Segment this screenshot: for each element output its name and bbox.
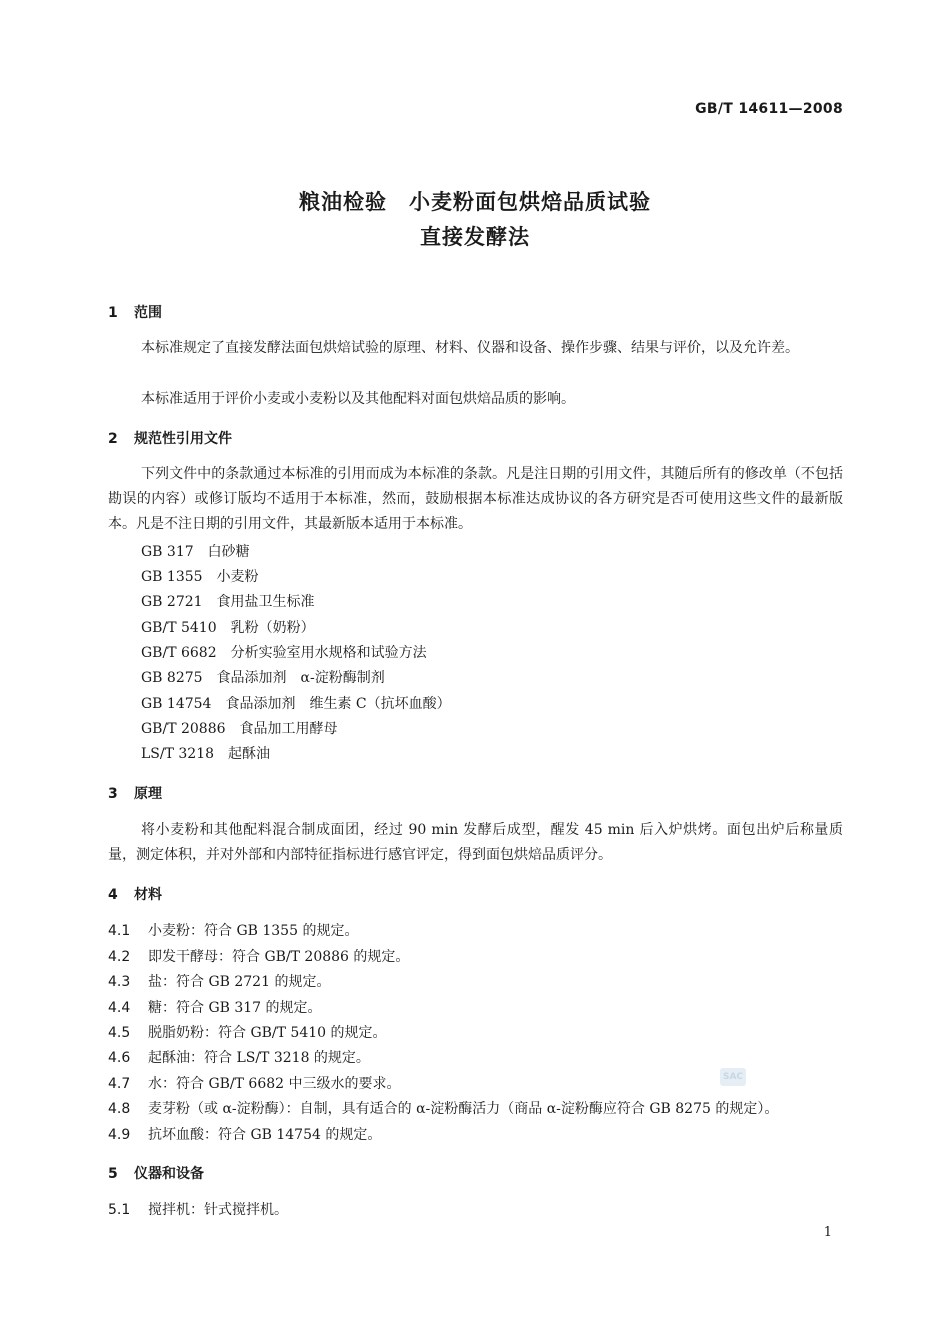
item-number: 4.5 [108,1025,131,1041]
section-title: 仪器和设备 [134,1166,204,1182]
item-number: 4.3 [108,974,131,990]
item-number: 4.2 [108,949,131,965]
reference-item [141,667,385,687]
paragraph: 下列文件中的条款通过本标准的引用而成为本标准的条款。凡是注日期的引用文件，其随后所有的修改单（不包括勘误的内容）或修订版均不适用于本标准，然而，鼓励根据本标准达成协议的各方研究是否可使用这些文件的最新版本。凡是不注日期的引用文件，其最新版本适用于本标准。 [108,466,843,532]
document-title-line2: 直接发酵法 [420,225,530,249]
reference-item [141,541,250,561]
reference-name: 乳粉（奶粉） [230,620,315,636]
standard-code: GB/T 14611—2008 [695,101,843,117]
reference-name: 起酥油 [228,746,271,762]
item-text: 脱脂奶粉：符合 GB/T 5410 的规定。 [148,1025,387,1041]
reference-item [141,642,427,662]
watermark-logo-icon: SAC [720,1068,746,1086]
material-item [108,997,322,1017]
section-number: 1 [108,305,118,321]
reference-item [141,617,315,637]
material-item [108,1098,778,1118]
reference-code: GB 8275 [141,670,203,686]
reference-name: 食品添加剂 α-淀粉酶制剂 [216,670,385,686]
item-number: 5.1 [108,1202,131,1218]
section-number: 5 [108,1166,118,1182]
reference-name: 白砂糖 [207,544,250,560]
section-title: 材料 [134,887,162,903]
item-text: 水：符合 GB/T 6682 中三级水的要求。 [148,1076,401,1092]
material-item [108,1047,370,1067]
reference-code: GB/T 20886 [141,721,226,737]
section-heading-instruments [108,1163,204,1183]
item-text: 搅拌机：针式搅拌机。 [148,1202,288,1218]
item-text: 麦芽粉（或 α-淀粉酶）：自制，具有适合的 α-淀粉酶活力（商品 α-淀粉酶应符合 GB 8275 的规定）。 [148,1101,779,1117]
item-text: 小麦粉：符合 GB 1355 的规定。 [148,923,359,939]
reference-name: 食用盐卫生标准 [216,594,315,610]
material-item [108,1124,381,1144]
material-item [108,1022,387,1042]
paragraph: 本标准适用于评价小麦或小麦粉以及其他配料对面包烘焙品质的影响。 [141,391,575,407]
item-number: 4.6 [108,1050,131,1066]
reference-item [141,718,338,738]
item-text: 即发干酵母：符合 GB/T 20886 的规定。 [148,949,410,965]
item-number: 4.4 [108,1000,131,1016]
reference-name: 小麦粉 [216,569,259,585]
item-number: 4.7 [108,1076,131,1092]
reference-name: 分析实验室用水规格和试验方法 [230,645,427,661]
section-heading-materials [108,884,162,904]
reference-item [141,591,315,611]
section-number: 4 [108,887,118,903]
section-number: 2 [108,431,118,447]
reference-item [141,743,270,763]
page-number: 1 [823,1225,832,1240]
section-heading-scope [108,302,162,322]
section-heading-normative-references [108,428,232,448]
reference-name: 食品添加剂 维生素 C（抗坏血酸） [225,696,451,712]
item-text: 起酥油：符合 LS/T 3218 的规定。 [148,1050,370,1066]
item-text: 盐：符合 GB 2721 的规定。 [148,974,331,990]
instrument-item [108,1199,288,1219]
item-number: 4.9 [108,1127,131,1143]
reference-code: GB 1355 [141,569,203,585]
material-item [108,1073,401,1093]
section-title: 原理 [134,786,162,802]
item-number: 4.8 [108,1101,131,1117]
reference-code: LS/T 3218 [141,746,215,762]
reference-item [141,693,451,713]
section-heading-principle [108,783,162,803]
paragraph: 本标准规定了直接发酵法面包烘焙试验的原理、材料、仪器和设备、操作步骤、结果与评价，以及允许差。 [141,340,799,356]
item-text: 糖：符合 GB 317 的规定。 [148,1000,322,1016]
section-title: 规范性引用文件 [134,431,232,447]
document-title-line1: 粮油检验 小麦粉面包烘焙品质试验 [299,190,651,214]
reference-name: 食品加工用酵母 [239,721,338,737]
reference-code: GB 14754 [141,696,212,712]
material-item [108,920,358,940]
material-item [108,946,409,966]
section-title: 范围 [134,305,162,321]
section-number: 3 [108,786,118,802]
paragraph: 将小麦粉和其他配料混合制成面团，经过 90 min 发酵后成型，醒发 45 min 后入炉烘烤。面包出炉后称量质量，测定体积，并对外部和内部特征指标进行感官评定，得到面包烘焙品质评分。 [108,822,843,863]
reference-item [141,566,259,586]
reference-code: GB/T 5410 [141,620,217,636]
item-number: 4.1 [108,923,131,939]
reference-code: GB 317 [141,544,194,560]
reference-code: GB/T 6682 [141,645,217,661]
item-text: 抗坏血酸：符合 GB 14754 的规定。 [148,1127,382,1143]
reference-code: GB 2721 [141,594,203,610]
material-item [108,971,330,991]
